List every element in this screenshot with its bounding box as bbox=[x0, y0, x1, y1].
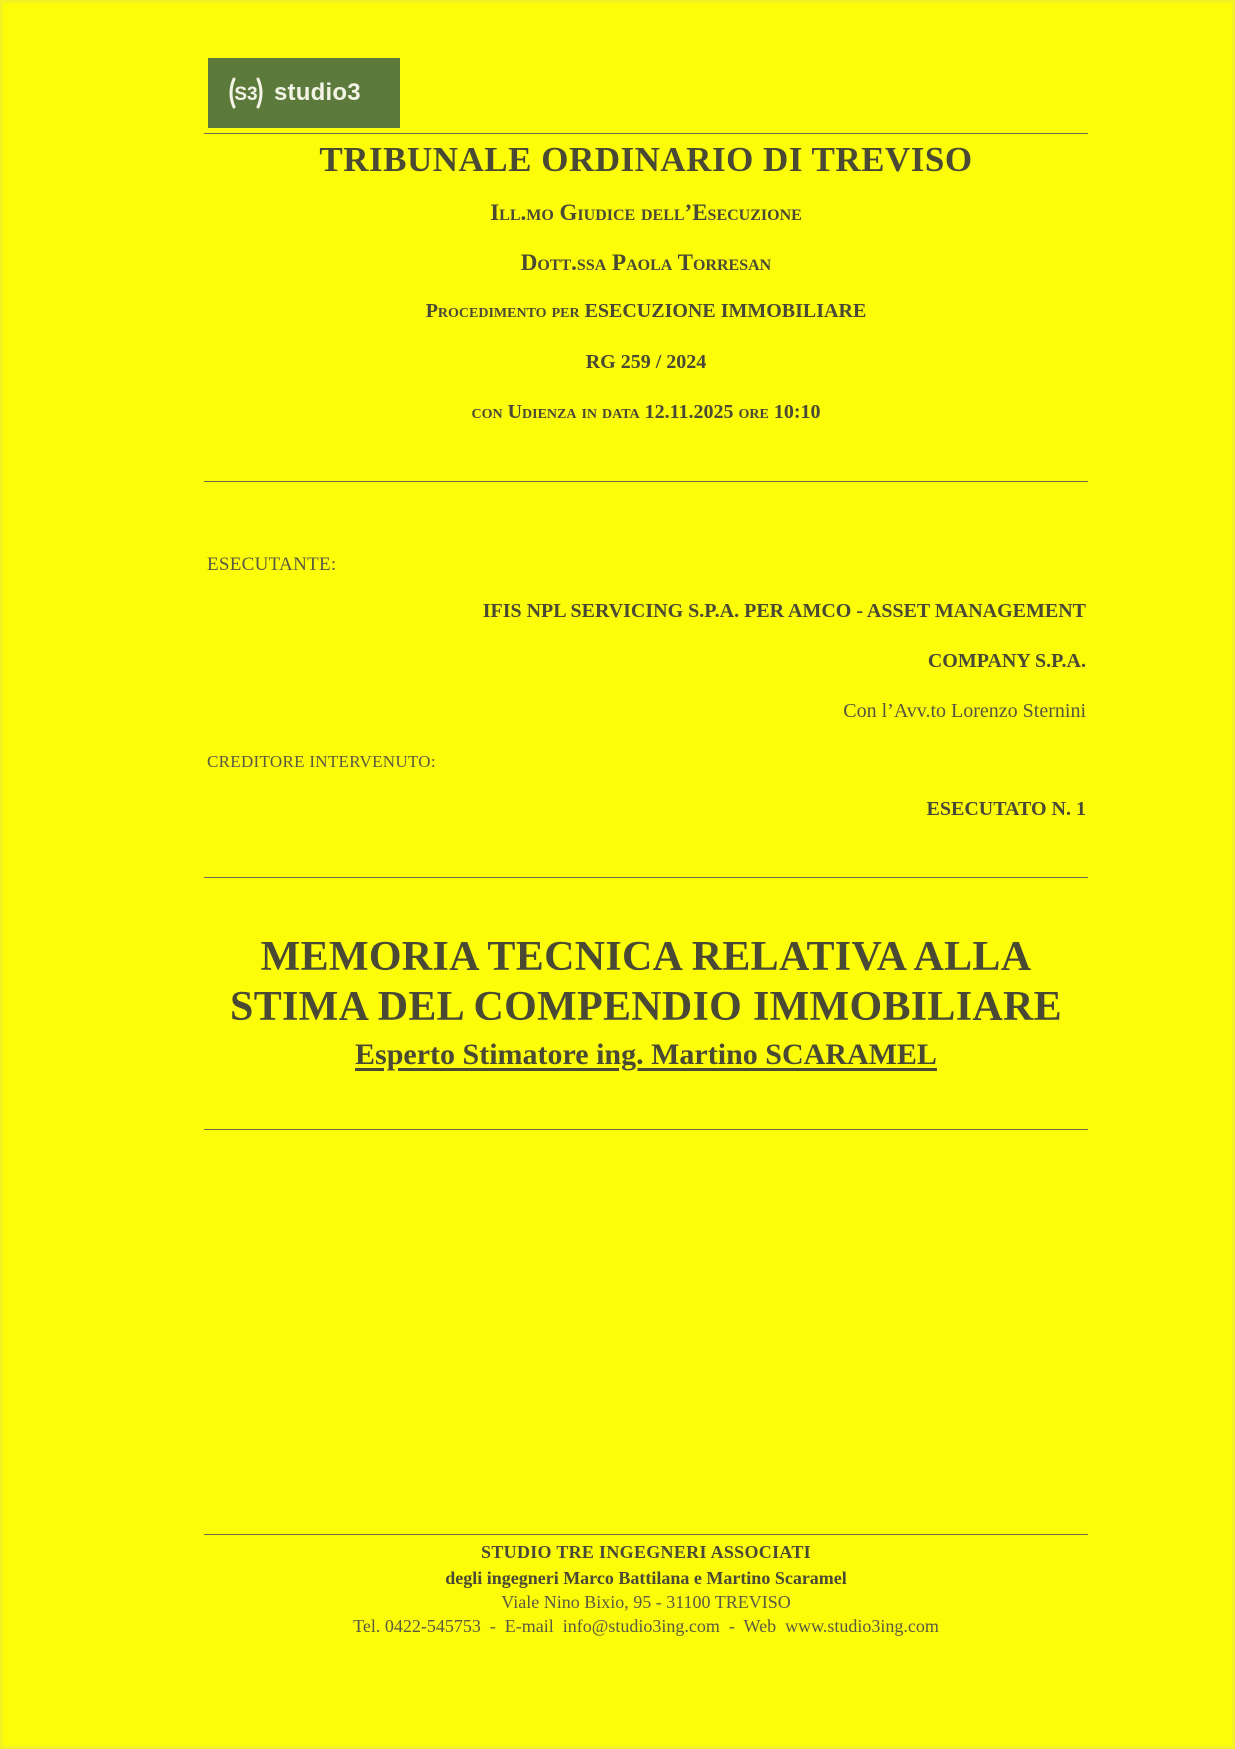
hearing-date: con Udienza in data 12.11.2025 ore 10:10 bbox=[471, 401, 821, 423]
executing-party-label: ESECUTANTE: bbox=[207, 554, 337, 575]
creditor-name-line1: IFIS NPL SERVICING S.P.A. PER AMCO - ASSET MANAGEMENT bbox=[482, 600, 1086, 622]
judge-title: Ill.mo Giudice dell’Esecuzione bbox=[490, 200, 802, 225]
studio3-logo-icon-graphic bbox=[224, 71, 268, 115]
footer-partners: degli ingegneri Marco Battilana e Martino Scaramel bbox=[445, 1568, 847, 1588]
judge-name: Dott.ssa Paola Torresan bbox=[520, 250, 772, 275]
studio3-logo-text: studio3 bbox=[274, 79, 361, 106]
creditor-name-line2: COMPANY S.P.A. bbox=[927, 650, 1086, 672]
studio3-logo-mark-text: S3 bbox=[234, 84, 258, 105]
procedure-type: Procedimento per ESECUZIONE IMMOBILIARE bbox=[425, 300, 867, 322]
court-title: TRIBUNALE ORDINARIO DI TREVISO bbox=[319, 140, 973, 179]
case-number: RG 259 / 2024 bbox=[585, 351, 707, 373]
studio3-logo bbox=[208, 58, 400, 128]
expert-name: Esperto Stimatore ing. Martino SCARAMEL bbox=[355, 1038, 937, 1071]
memo-title-line2: STIMA DEL COMPENDIO IMMOBILIARE bbox=[230, 984, 1062, 1030]
memo-title-line1: MEMORIA TECNICA RELATIVA ALLA bbox=[260, 934, 1032, 980]
debtor-label: ESECUTATO N. 1 bbox=[926, 798, 1086, 820]
studio3-logo-icon bbox=[224, 71, 268, 115]
footer-address: Viale Nino Bixio, 95 - 31100 TREVISO bbox=[501, 1592, 791, 1612]
creditor-lawyer: Con l’Avv.to Lorenzo Sternini bbox=[843, 700, 1086, 722]
footer-divider bbox=[204, 1534, 1088, 1535]
footer-contacts: Tel. 0422-545753 - E-mail info@studio3ing.com - Web www.studio3ing.com bbox=[353, 1616, 939, 1636]
intervening-creditor-label: CREDITORE INTERVENUTO: bbox=[207, 752, 436, 771]
section-divider-3 bbox=[204, 1129, 1088, 1130]
header-divider bbox=[204, 133, 1088, 134]
section-divider-2 bbox=[204, 877, 1088, 878]
footer-firm-name: STUDIO TRE INGEGNERI ASSOCIATI bbox=[481, 1542, 811, 1562]
section-divider-1 bbox=[204, 481, 1088, 482]
